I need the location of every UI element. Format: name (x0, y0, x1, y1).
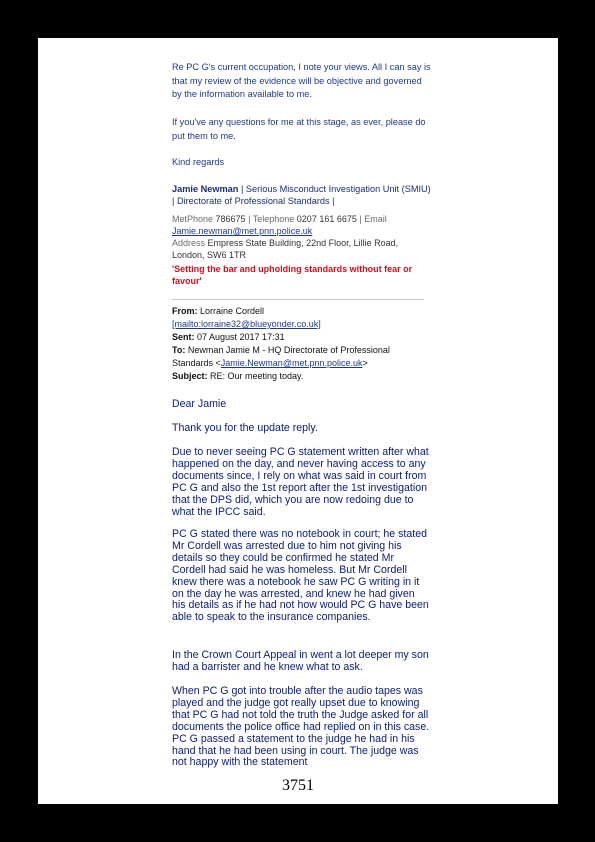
address-label: Address (172, 238, 208, 248)
from-name: Lorraine Cordell (197, 306, 265, 316)
email-label: | Email (356, 214, 387, 224)
letter-paragraph-3: PC G stated there was no notebook in court; he stated Mr Cordell was arrested due to him not giving his details so they could be confirmed he stated Mr Cordell had said he was homeless. But Mr Cordell knew there was a notebook he saw PC G writing in it on the day he was arrested, and knew he had given his details as if he had not how would PC G have been able to speak to the insurance companies. (172, 528, 429, 624)
signature-contact (172, 213, 432, 261)
from-line (172, 305, 432, 318)
metphone-label: MetPhone (172, 214, 216, 224)
telephone-label: | Telephone (245, 214, 297, 224)
letter-paragraph-4: In the Crown Court Appeal in went a lot deeper my son had a barrister and he knew what to ask. (172, 649, 429, 673)
signature-name: Jamie Newman (172, 184, 239, 194)
telephone-value: 0207 161 6675 (296, 214, 357, 224)
document-page (38, 38, 558, 804)
to-close: > (362, 358, 368, 368)
signature-block (172, 183, 432, 207)
subject-value: RE: Our meeting today. (207, 371, 304, 381)
subject-line (172, 370, 432, 383)
to-line (172, 344, 432, 370)
closing-kind-regards: Kind regards (172, 157, 225, 167)
to-value: Newman Jamie M - HQ Directorate of Professional Standards < (172, 345, 390, 368)
to-email-link[interactable]: Jamie.Newman@met.pnn.police.uk (220, 358, 363, 368)
address-value: Empress State Building, 22nd Floor, Lillie Road, London, SW6 1TR (172, 238, 399, 260)
subject-label: Subject: (172, 371, 208, 381)
from-label: From: (172, 306, 198, 316)
letter-paragraph-2: Due to never seeing PC G statement written after what happened on the day, and never having access to any documents since, I rely on what was said in court from PC G and also the 1st report after the 1st investigation that the DPS did, which you are now redoing due to what the IPCC said. (172, 446, 429, 518)
sent-line (172, 331, 432, 344)
header-divider (172, 299, 424, 300)
letter-greeting: Dear Jamie (172, 398, 227, 410)
from-mailto-link[interactable]: [mailto:lorraine32@blueyonder.co.uk] (172, 319, 321, 329)
to-label: To: (172, 345, 186, 355)
letter-paragraph-5: When PC G got into trouble after the audio tapes was played and the judge got really upset due to knowing that PC G had not told the truth the Judge asked for all documents the police office had replied on in this case. PC G passed a statement to the judge he had in his hand that he had been using in court. The judge was not happy with the statement (172, 685, 430, 769)
signature-unit: | Serious Misconduct Investigation Unit (SMIU) | Directorate of Professional Standards | (172, 184, 431, 206)
sent-value: 07 August 2017 17:31 (194, 332, 285, 342)
letter-paragraph-1: Thank you for the update reply. (172, 422, 318, 434)
metphone-value: 786675 (215, 214, 246, 224)
email-header (172, 305, 432, 383)
page-number: 3751 (282, 777, 314, 794)
from-mailto-line (172, 318, 432, 331)
intro-paragraph-1: Re PC G's current occupation, I note your views. All I can say is that my review of the evidence will be objective and governed by the information available to me. (172, 62, 431, 99)
sent-label: Sent: (172, 332, 195, 342)
signature-email-link[interactable]: Jamie.newman@met.pnn.police.uk (172, 226, 313, 236)
signature-slogan: 'Setting the bar and upholding standards without fear or favour' (172, 264, 413, 286)
intro-paragraph-2: If you've any questions for me at this stage, as ever, please do put them to me. (172, 117, 426, 141)
